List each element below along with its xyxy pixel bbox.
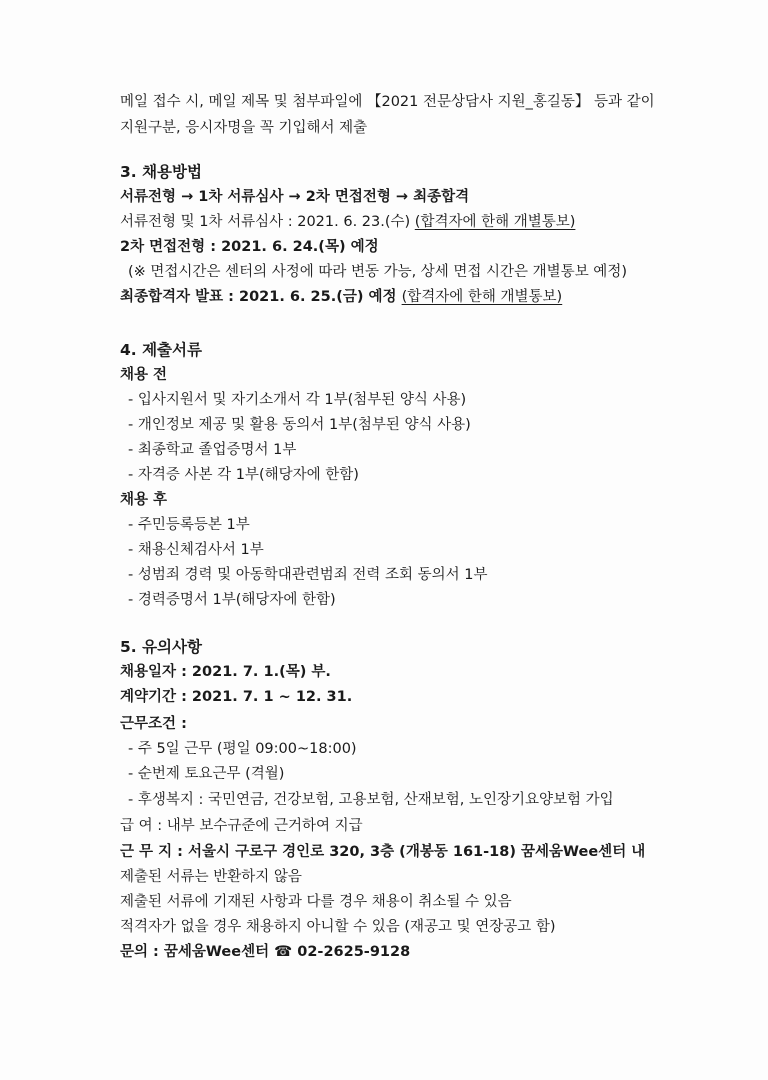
note-line: 제출된 서류에 기재된 사항과 다를 경우 채용이 취소될 수 있음	[120, 894, 512, 910]
section-4-heading: 4. 제출서류	[120, 341, 202, 359]
doc-review-line	[120, 212, 575, 232]
list-item: - 주민등록등본 1부	[128, 517, 250, 533]
work-location: 근 무 지 : 서울시 구로구 경인로 320, 3층 (개봉동 161-18) 꿈세움Wee센터 내	[120, 844, 646, 860]
salary-line: 급 여 : 내부 보수규준에 근거하여 지급	[120, 818, 363, 834]
list-item: - 자격증 사본 각 1부(해당자에 한함)	[128, 467, 359, 483]
start-date: 채용일자 : 2021. 7. 1.(목) 부.	[120, 664, 331, 680]
conditions-label: 근무조건 :	[120, 716, 187, 732]
final-line	[120, 287, 562, 307]
list-item: - 순번제 토요근무 (격월)	[128, 766, 285, 782]
section-3-heading: 3. 채용방법	[120, 163, 202, 181]
after-hiring-label: 채용 후	[120, 492, 168, 508]
doc-review-note: (합격자에 한해 개별통보)	[414, 214, 576, 230]
note-line: 적격자가 없을 경우 채용하지 아니할 수 있음 (재공고 및 연장공고 함)	[120, 919, 556, 935]
intro-line-1: 메일 접수 시, 메일 제목 및 첨부파일에 【2021 전문상담사 지원_홍길동】 등과 같이	[120, 94, 655, 110]
before-hiring-label: 채용 전	[120, 367, 168, 383]
final-note: (합격자에 한해 개별통보)	[401, 289, 563, 305]
list-item: - 최종학교 졸업증명서 1부	[128, 442, 297, 458]
list-item: - 입사지원서 및 자기소개서 각 1부(첨부된 양식 사용)	[128, 392, 467, 408]
contract-period: 계약기간 : 2021. 7. 1 ~ 12. 31.	[120, 689, 353, 705]
list-item: - 후생복지 : 국민연금, 건강보험, 고용보험, 산재보험, 노인장기요양보험 가입	[128, 792, 614, 808]
interview-line: 2차 면접전형 : 2021. 6. 24.(목) 예정	[120, 239, 379, 255]
list-item: - 개인정보 제공 및 활용 동의서 1부(첨부된 양식 사용)	[128, 417, 471, 433]
list-item: - 채용신체검사서 1부	[128, 542, 264, 558]
list-item: - 주 5일 근무 (평일 09:00~18:00)	[128, 741, 357, 757]
note-line: 제출된 서류는 반환하지 않음	[120, 869, 302, 885]
interview-note: (※ 면접시간은 센터의 사정에 따라 변동 가능, 상세 면접 시간은 개별통보 예정)	[128, 264, 627, 280]
final-announcement: 최종합격자 발표 : 2021. 6. 25.(금) 예정	[120, 289, 402, 305]
contact-line: 문의 : 꿈세움Wee센터 ☎ 02-2625-9128	[120, 944, 411, 960]
section-5-heading: 5. 유의사항	[120, 638, 202, 656]
list-item: - 경력증명서 1부(해당자에 한함)	[128, 592, 336, 608]
intro-line-2: 지원구분, 응시자명을 꼭 기입해서 제출	[120, 120, 368, 136]
doc-review-date: 서류전형 및 1차 서류심사 : 2021. 6. 23.(수)	[120, 214, 415, 230]
hiring-process: 서류전형 → 1차 서류심사 → 2차 면접전형 → 최종합격	[120, 189, 470, 205]
list-item: - 성범죄 경력 및 아동학대관련범죄 전력 조회 동의서 1부	[128, 567, 488, 583]
